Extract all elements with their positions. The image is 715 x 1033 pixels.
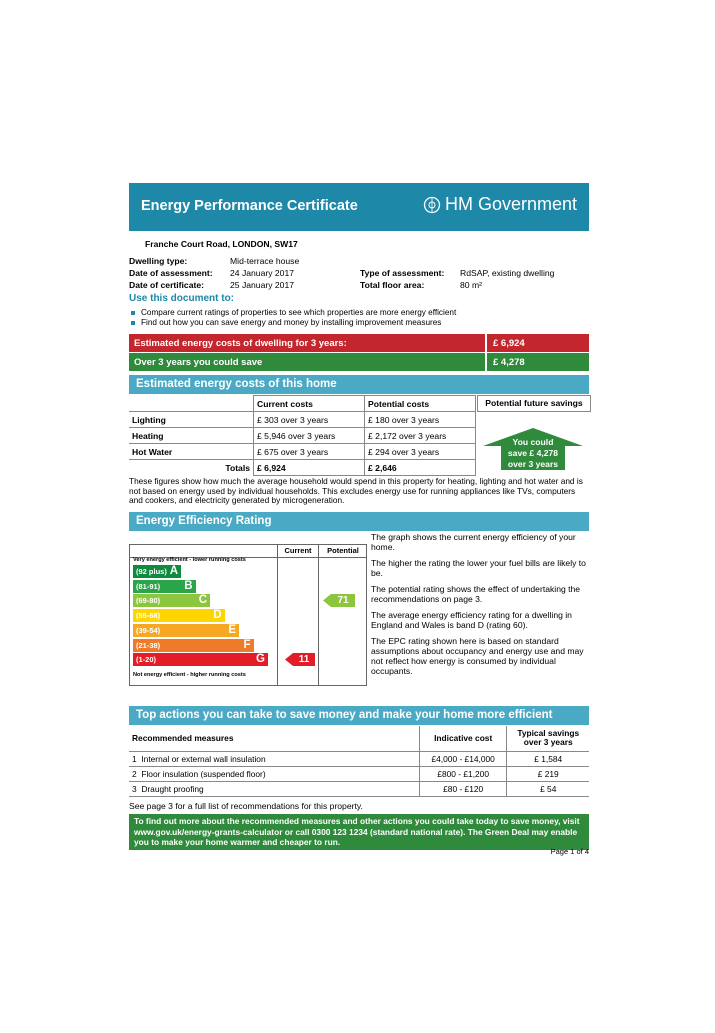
inefficient-note: Not energy efficient - higher running costs <box>133 672 246 678</box>
col-current-rating: Current <box>277 545 318 557</box>
rating-band-d: (55-68) D <box>133 609 225 622</box>
table-row: Hot Water £ 675 over 3 years £ 294 over 3 years <box>129 444 476 460</box>
more-info-box: To find out more about the recommended measures and other actions you could take today to save money, visit www.gov.uk/energy-grants-calculator or call 0300 123 1234 (standard national rate). The Green Deal may enable you to make your home warmer and cheaper to run. <box>129 814 589 850</box>
floor-area-label: Total floor area: <box>360 280 425 290</box>
table-row: 2 Floor insulation (suspended floor) £800 - £1,200 £ 219 <box>129 766 589 781</box>
assessment-type-label: Type of assessment: <box>360 268 445 278</box>
potential-rating-marker: 71 <box>323 594 355 607</box>
dwelling-type-label: Dwelling type: <box>129 256 188 266</box>
actions-section-heading: Top actions you can take to save money and make your home more efficient <box>129 706 589 725</box>
table-row: 3 Draught proofing £80 - £120 £ 54 <box>129 781 589 796</box>
list-item: Find out how you can save energy and money by installing improvement measures <box>129 318 589 328</box>
savings-value: £ 4,278 <box>493 357 525 368</box>
col-potential-costs: Potential costs <box>365 396 476 412</box>
rating-band-b: (81-91) B <box>133 580 196 593</box>
costs-note: These figures show how much the average household would spend in this property for heating, lighting and hot water and is not based on energy used by individual households. This excludes energy use for running appliances like TVs, computers and cookers, and electricity generated by microgeneration. <box>129 476 583 505</box>
rating-band-c: (69-80) C <box>133 594 210 607</box>
col-potential-savings: Potential future savings <box>477 395 591 412</box>
col-potential-rating: Potential <box>318 545 367 557</box>
col-measures: Recommended measures <box>129 726 419 751</box>
use-document-heading: Use this document to: <box>129 293 235 304</box>
col-cost: Indicative cost <box>419 726 507 751</box>
certificate-date-label: Date of certificate: <box>129 280 204 290</box>
costs-table <box>129 395 476 476</box>
actions-table <box>129 726 589 797</box>
gov-name: HM Government <box>444 194 577 214</box>
totals-row: Totals £ 6,924 £ 2,646 <box>129 460 476 476</box>
rating-band-g: (1-20) G <box>133 653 268 666</box>
see-page-note: See page 3 for a full list of recommendations for this property. <box>129 801 363 811</box>
col-savings: Typical savings over 3 years <box>507 726 589 751</box>
floor-area-value: 80 m² <box>460 280 482 290</box>
savings-arrow: You could save £ 4,278 over 3 years <box>483 428 583 470</box>
page-title: Energy Performance Certificate <box>141 198 358 214</box>
estimated-cost-value: £ 6,924 <box>493 338 525 349</box>
dwelling-type-value: Mid-terrace house <box>230 256 300 266</box>
table-row: Lighting £ 303 over 3 years £ 180 over 3 years <box>129 412 476 428</box>
rating-chart <box>129 544 367 686</box>
hm-government-logo <box>423 194 577 215</box>
efficient-note: Very energy efficient - lower running costs <box>133 557 246 563</box>
royal-crest-icon <box>423 196 441 214</box>
table-row: 1 Internal or external wall insulation £4,000 - £14,000 £ 1,584 <box>129 751 589 766</box>
rating-explanation: The graph shows the current energy efficiency of your home. The higher the rating the lower your fuel bills are likely to be. The potential rating shows the effect of undertaking the recommendations on page 3. The average energy efficiency rating for a dwelling in England and Wales is band D (rating 60). The EPC rating shown here is based on standard assumptions about occupancy and energy use and may not reflect how energy is consumed by individual occupants. <box>371 532 586 676</box>
use-document-list <box>129 308 589 328</box>
savings-bar <box>129 353 589 371</box>
estimated-cost-bar <box>129 334 589 352</box>
certificate-date-value: 25 January 2017 <box>230 280 295 290</box>
assessment-date-label: Date of assessment: <box>129 268 213 278</box>
table-row: Heating £ 5,946 over 3 years £ 2,172 over 3 years <box>129 428 476 444</box>
current-rating-marker: 11 <box>285 653 315 666</box>
costs-section-heading: Estimated energy costs of this home <box>129 375 589 394</box>
header-banner <box>129 183 589 231</box>
page-number: Page 1 of 4 <box>550 847 589 856</box>
col-current-costs: Current costs <box>254 396 365 412</box>
assessment-type-value: RdSAP, existing dwelling <box>460 268 555 278</box>
rating-band-f: (21-38) F <box>133 639 254 652</box>
rating-section-heading: Energy Efficiency Rating <box>129 512 589 531</box>
savings-label: Over 3 years you could save <box>134 357 263 368</box>
property-address: Franche Court Road, LONDON, SW17 <box>145 239 298 249</box>
estimated-cost-label: Estimated energy costs of dwelling for 3 years: <box>134 338 347 349</box>
rating-band-a: (92 plus) A <box>133 565 181 578</box>
list-item: Compare current ratings of properties to see which properties are more energy efficient <box>129 308 589 318</box>
rating-band-e: (39-54) E <box>133 624 239 637</box>
assessment-date-value: 24 January 2017 <box>230 268 295 278</box>
